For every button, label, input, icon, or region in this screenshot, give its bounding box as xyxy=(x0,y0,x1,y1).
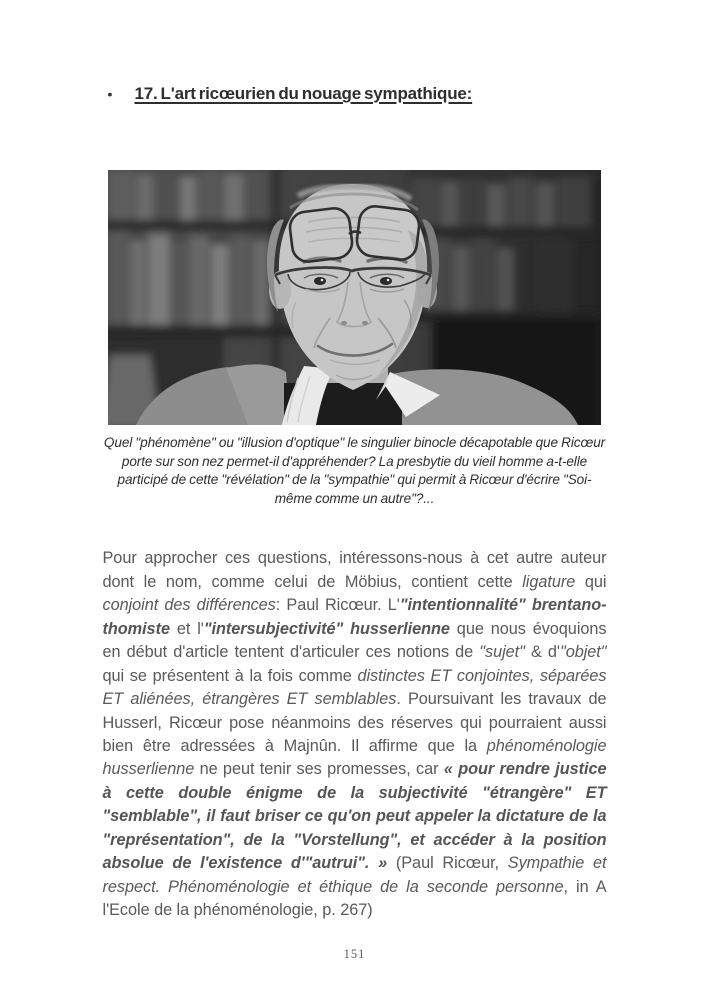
section-heading-text: 17. L'art ricœurien du nouage sympathique: xyxy=(134,84,473,103)
portrait-photo-graphic xyxy=(108,170,601,425)
list-bullet: • xyxy=(107,86,113,102)
content-column xyxy=(103,0,607,923)
page-number: 151 xyxy=(343,947,366,961)
portrait-figure xyxy=(103,170,607,508)
photo-caption: Quel "phénomène" ou "illusion d'optique" le singulier binocle décapotable que Ricœur porte sur son nez permet-il d'appréhender? La presbytie du vieil homme a-t-elle participé de cette "révélation" de la "sympathie" qui permit à Ricœur d'écrire "Soi-même comme un autre"?... xyxy=(103,435,606,506)
section-heading xyxy=(103,82,607,106)
body-paragraph: Pour approcher ces questions, intéressons-nous à cet autre auteur dont le nom, comme celui de Möbius, contient cette ligature qui conjoint des différences: Paul Ricœur. L'"intentionnalité" brentano-thomiste et l'"intersubjectivité" husserlienne que nous évoquions en début d'article tentent d'articuler ces notions de "sujet" & d'"objet" qui se présentent à la fois comme distinctes ET conjointes, séparées ET aliénées, étrangères ET semblables. Poursuivant les travaux de Husserl, Ricœur pose néanmoins des réserves qui pourraient aussi bien être adressées à Majnûn. Il affirme que la phénoménologie husserlienne ne peut tenir ses promesses, car « pour rendre justice à cette double énigme de la subjectivité "étrangère" ET "semblable", il faut briser ce qu'on peut appeler la dictature de la "représentation", de la "Vorstellung", et accéder à la position absolue de l'existence d'"autrui". » (Paul Ricœur, Sympathie et respect. Phénoménologie et éthique de la seconde personne, in A l'Ecole de la phénoménologie, p. 267) xyxy=(102,549,607,920)
portrait-photo xyxy=(108,170,601,425)
